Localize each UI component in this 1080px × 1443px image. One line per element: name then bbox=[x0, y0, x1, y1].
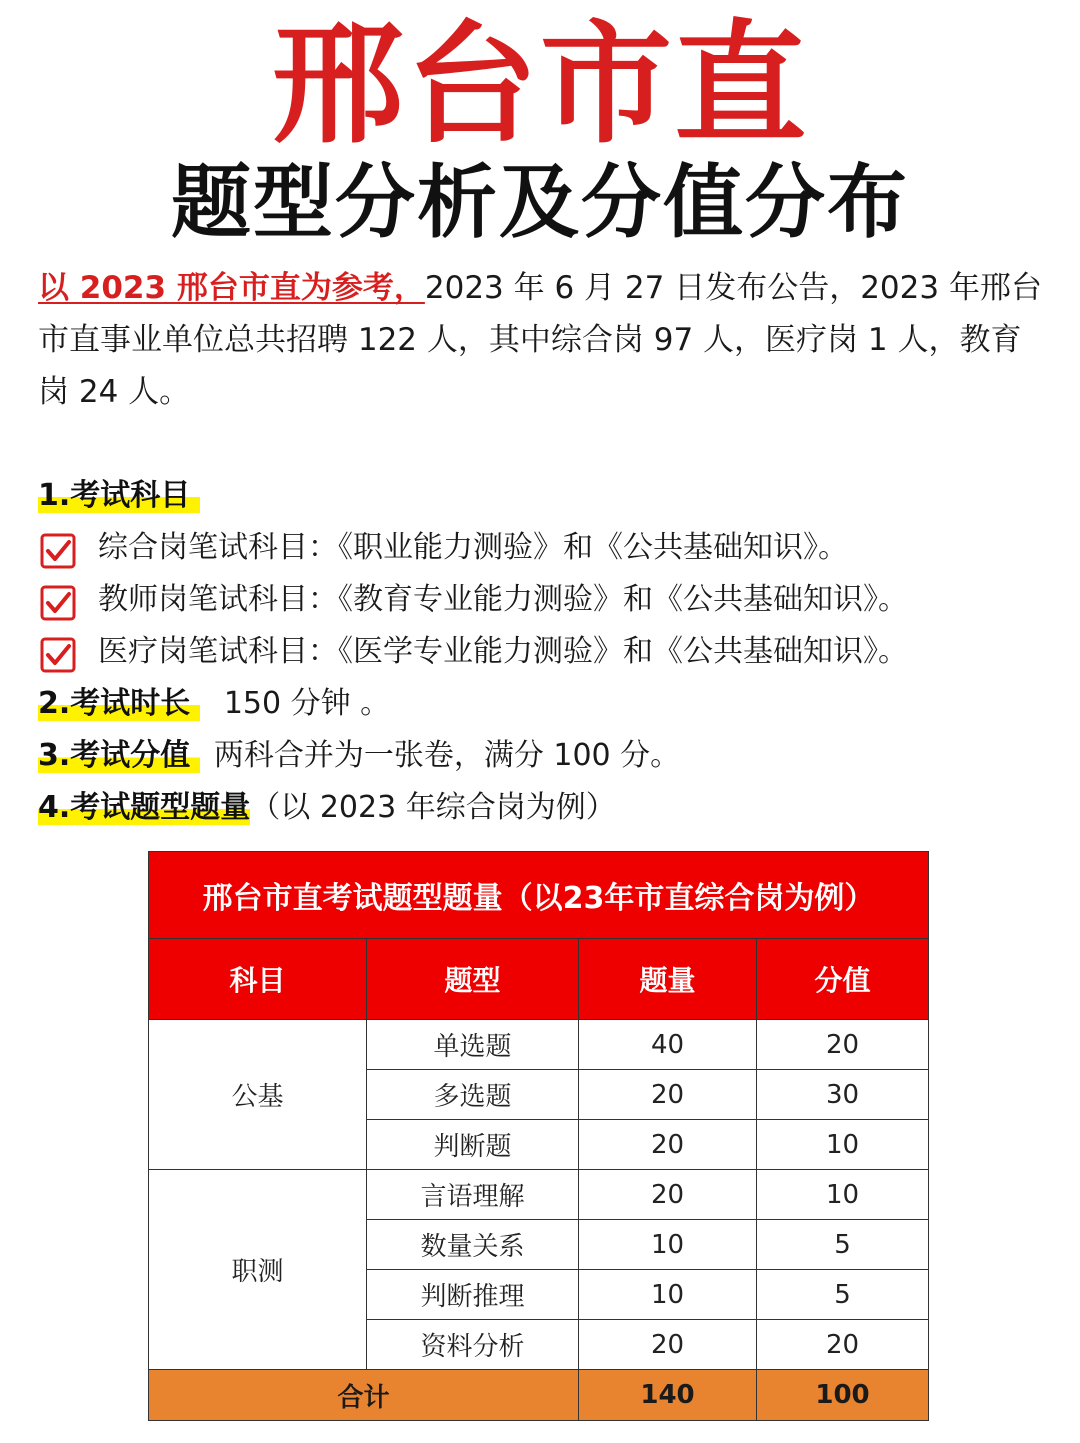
count-cell: 10 bbox=[579, 1270, 757, 1320]
score-cell: 5 bbox=[757, 1270, 929, 1320]
count-cell: 20 bbox=[579, 1070, 757, 1120]
data-table bbox=[148, 851, 929, 1421]
page-subtitle: 题型分析及分值分布 bbox=[171, 156, 909, 249]
total-row bbox=[149, 1370, 929, 1421]
intro-body: 2023 年 6 月 27 日发布公告，2023 年邢台市直事业单位总共招聘 122 人，其中综合岗 97 人，医疗岗 1 人，教育岗 24 人。 bbox=[38, 270, 1042, 410]
duration-value: 150 分钟 。 bbox=[223, 686, 391, 721]
section-subjects-heading bbox=[38, 474, 200, 518]
subjects-title: 1.考试科目 bbox=[38, 478, 200, 513]
type-cell: 单选题 bbox=[367, 1020, 579, 1070]
score-value: 两科合并为一张卷，满分 100 分。 bbox=[213, 738, 681, 773]
subject-item bbox=[40, 630, 908, 674]
subject-item-text: 教师岗笔试科目：《教育专业能力测验》和《公共基础知识》。 bbox=[98, 582, 908, 617]
score-cell: 10 bbox=[757, 1170, 929, 1220]
table-row bbox=[149, 1020, 929, 1070]
type-cell: 多选题 bbox=[367, 1070, 579, 1120]
column-header: 题量 bbox=[579, 939, 757, 1020]
subject-item bbox=[40, 578, 908, 622]
subject-cell: 公基 bbox=[149, 1020, 367, 1170]
score-cell: 20 bbox=[757, 1320, 929, 1370]
table-row bbox=[149, 1170, 929, 1220]
column-header: 题型 bbox=[367, 939, 579, 1020]
type-cell: 判断推理 bbox=[367, 1270, 579, 1320]
intro-reference: 以 2023 邢台市直为参考， bbox=[38, 270, 425, 306]
checkbox-icon bbox=[40, 533, 76, 569]
type-cell: 判断题 bbox=[367, 1120, 579, 1170]
section-types bbox=[38, 786, 616, 830]
duration-title: 2.考试时长 bbox=[38, 686, 200, 721]
column-header: 分值 bbox=[757, 939, 929, 1020]
question-type-table bbox=[148, 851, 928, 1421]
section-score bbox=[38, 734, 680, 778]
count-cell: 10 bbox=[579, 1220, 757, 1270]
score-cell: 30 bbox=[757, 1070, 929, 1120]
type-cell: 言语理解 bbox=[367, 1170, 579, 1220]
types-title: 4.考试题型题量 bbox=[38, 790, 251, 825]
subject-cell: 职测 bbox=[149, 1170, 367, 1370]
types-note: （以 2023 年综合岗为例） bbox=[250, 790, 616, 825]
table-caption: 邢台市直考试题型题量（以23年市直综合岗为例） bbox=[149, 852, 929, 939]
score-cell: 10 bbox=[757, 1120, 929, 1170]
column-header: 科目 bbox=[149, 939, 367, 1020]
subject-item-text: 医疗岗笔试科目：《医学专业能力测验》和《公共基础知识》。 bbox=[98, 634, 908, 669]
score-cell: 5 bbox=[757, 1220, 929, 1270]
count-cell: 40 bbox=[579, 1020, 757, 1070]
subject-item bbox=[40, 526, 848, 570]
type-cell: 数量关系 bbox=[367, 1220, 579, 1270]
total-count: 140 bbox=[579, 1370, 757, 1421]
count-cell: 20 bbox=[579, 1170, 757, 1220]
count-cell: 20 bbox=[579, 1120, 757, 1170]
checkbox-icon bbox=[40, 637, 76, 673]
total-score: 100 bbox=[757, 1370, 929, 1421]
score-title: 3.考试分值 bbox=[38, 738, 200, 773]
count-cell: 20 bbox=[579, 1320, 757, 1370]
subject-item-text: 综合岗笔试科目：《职业能力测验》和《公共基础知识》。 bbox=[98, 530, 848, 565]
section-duration bbox=[38, 682, 390, 726]
type-cell: 资料分析 bbox=[367, 1320, 579, 1370]
checkbox-icon bbox=[40, 585, 76, 621]
intro-paragraph bbox=[38, 262, 1048, 418]
page-title: 邢台市直 bbox=[272, 8, 808, 162]
score-cell: 20 bbox=[757, 1020, 929, 1070]
total-label: 合计 bbox=[149, 1370, 579, 1421]
